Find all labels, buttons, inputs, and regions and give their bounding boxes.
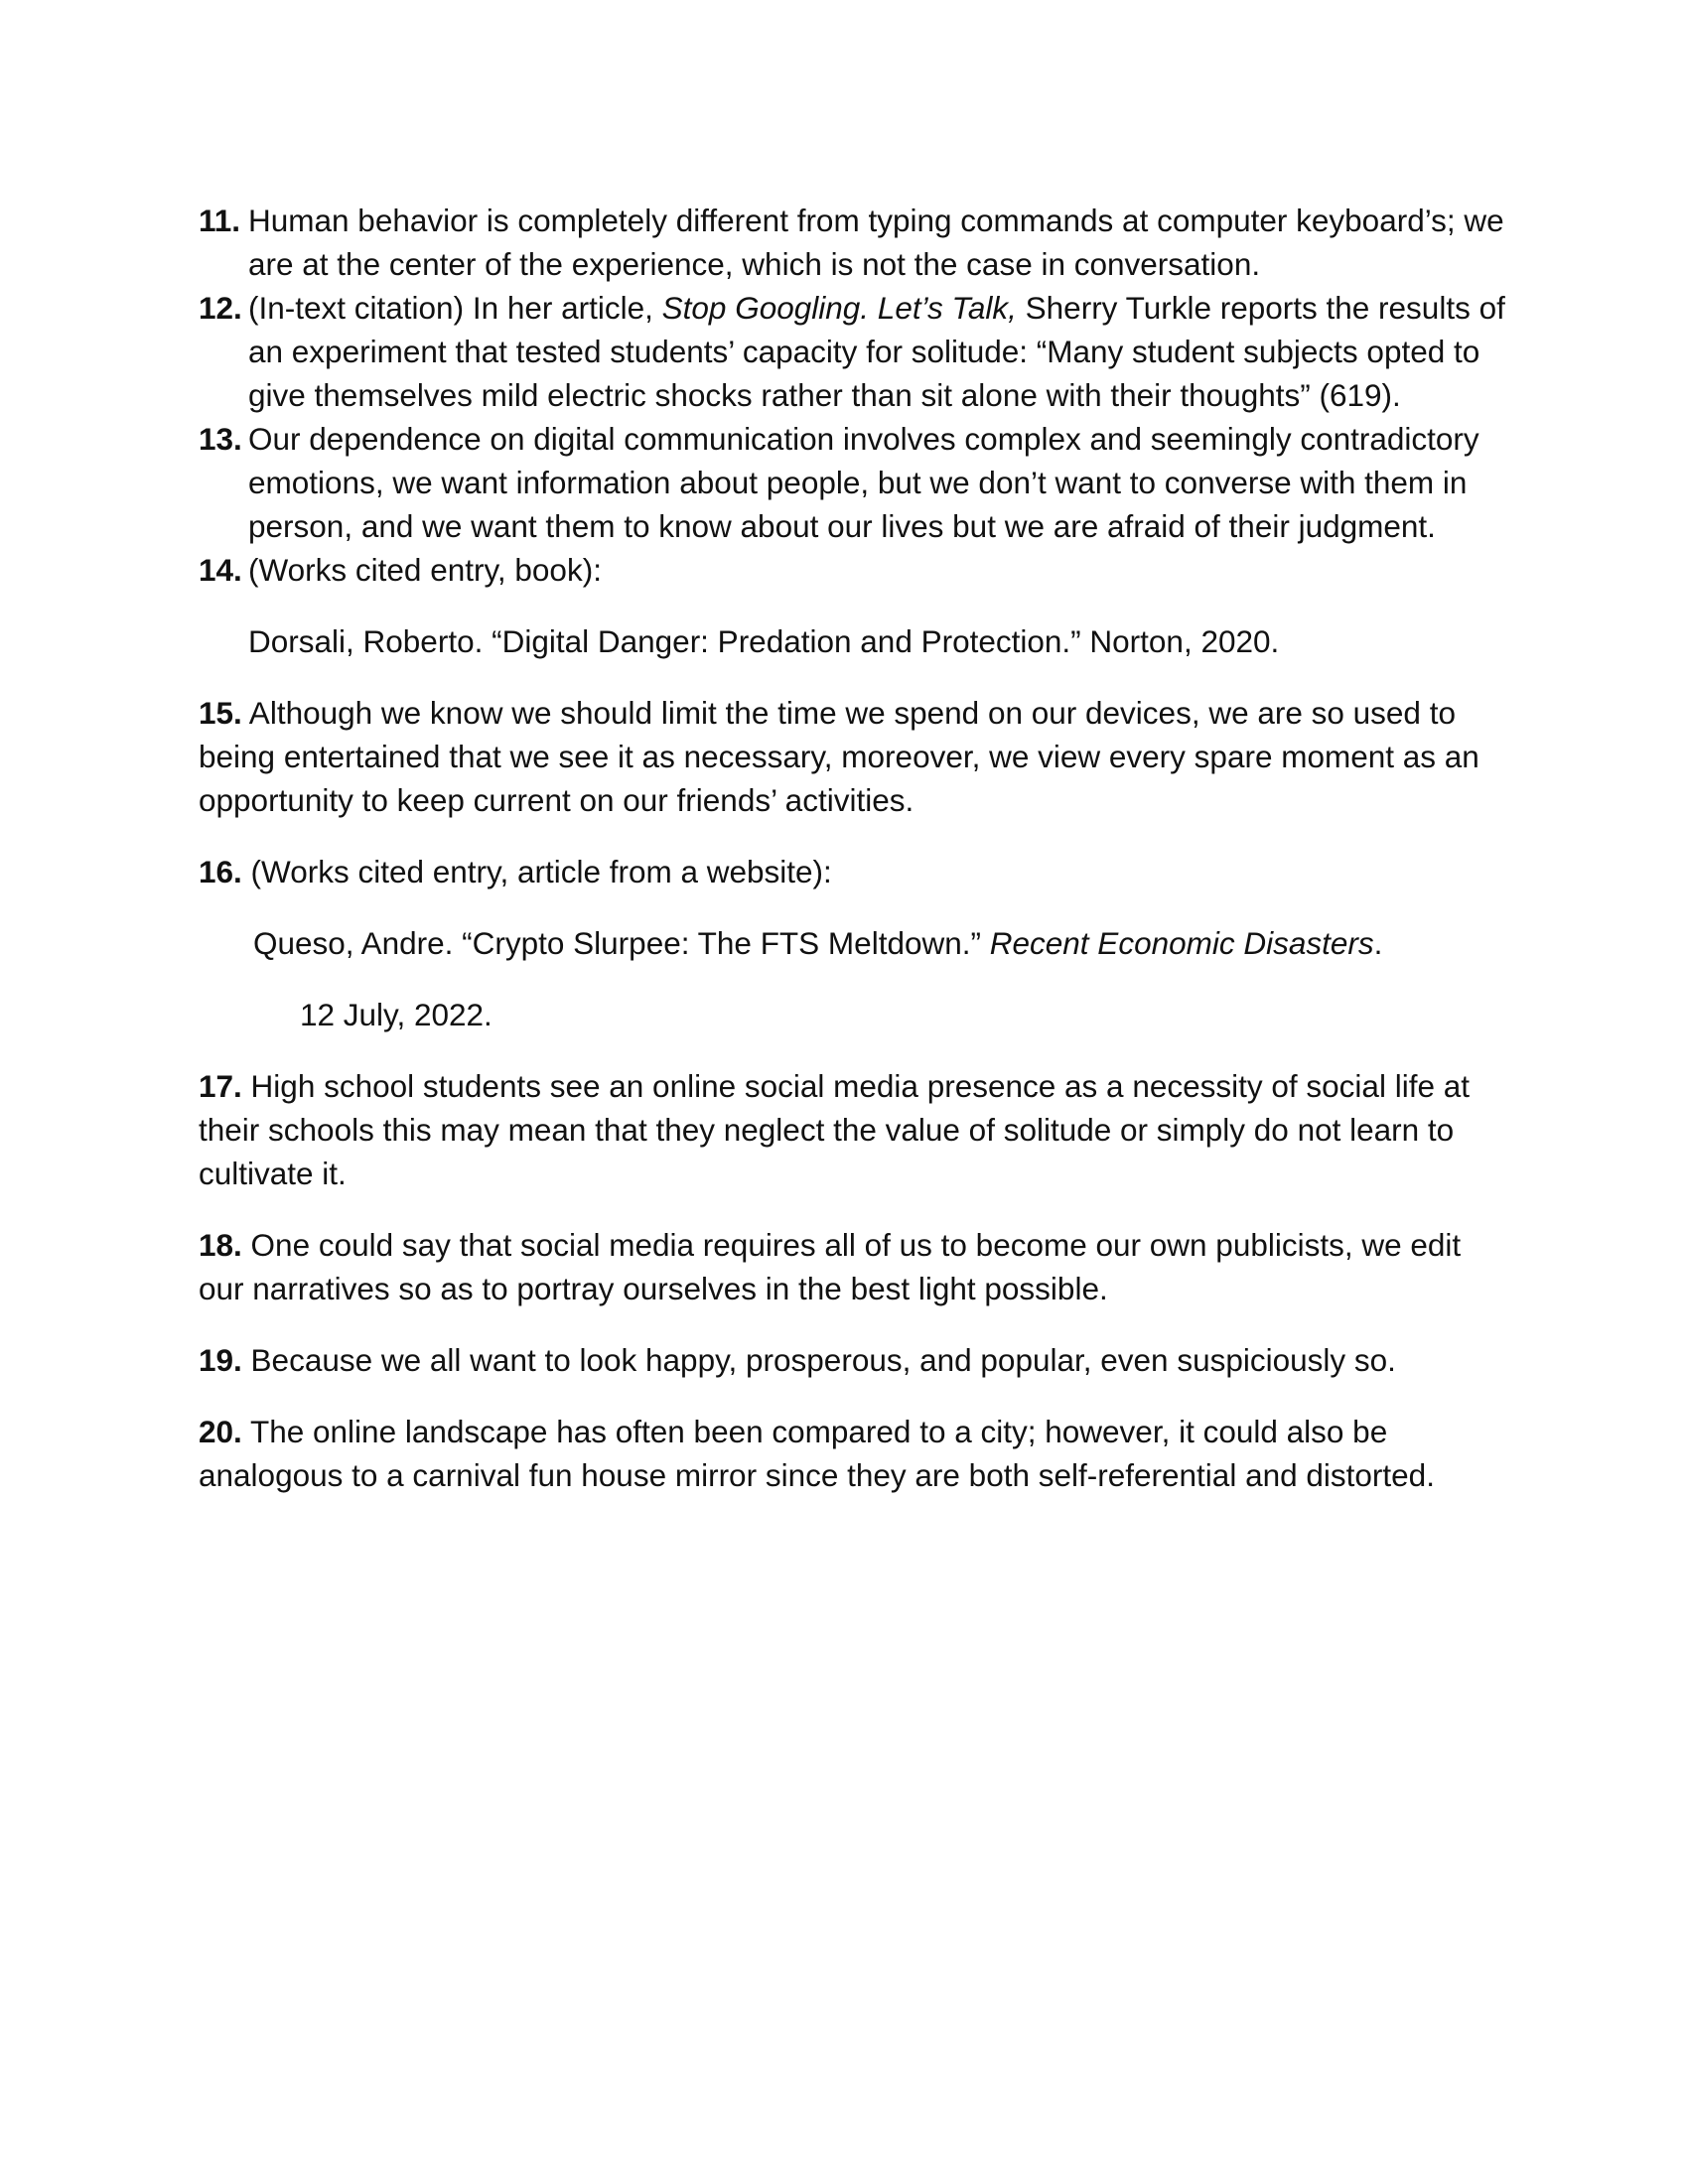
item-text: One could say that social media requires all of us to become our own publicists, we edit our narratives so as to portray ourselves in the best light possible.	[199, 1227, 1462, 1306]
item-number: 15.	[199, 695, 242, 731]
item-11	[199, 199, 1509, 286]
document-content	[199, 199, 1509, 1497]
item-text: Although we know we should limit the time we spend on our devices, we are so used to being entertained that we see it as necessary, moreover, we view every spare moment as an opportunity to keep current on our friends’ activities.	[199, 695, 1479, 818]
item-text: The online landscape has often been compared to a city; however, it could also be analogous to a carnival fun house mirror since they are both self-referential and distorted.	[199, 1414, 1435, 1493]
item-19	[199, 1338, 1509, 1382]
item-20	[199, 1410, 1509, 1497]
item-text-prefix: (In-text citation) In her article,	[248, 290, 662, 326]
item-number: 18.	[199, 1227, 242, 1263]
item-number: 17.	[199, 1068, 242, 1104]
item-15	[199, 691, 1509, 822]
article-title: Stop Googling. Let’s Talk,	[661, 290, 1017, 326]
item-text: Because we all want to look happy, prosperous, and popular, even suspiciously so.	[241, 1342, 1396, 1378]
item-number: 12.	[199, 290, 242, 326]
item-12	[199, 286, 1509, 417]
item-18	[199, 1223, 1509, 1310]
item-text: (Works cited entry, article from a website):	[241, 854, 832, 889]
item-17	[199, 1064, 1509, 1195]
works-cited-book: Dorsali, Roberto. “Digital Danger: Predation and Protection.” Norton, 2020.	[248, 623, 1280, 659]
item-number: 11.	[199, 203, 241, 238]
works-cited-website-date: 12 July, 2022.	[300, 997, 492, 1032]
item-text: Human behavior is completely different from typing commands at computer keyboard’s; we are at the center of the experience, which is not the case in conversation.	[248, 203, 1504, 282]
citation-prefix: Queso, Andre. “Crypto Slurpee: The FTS Meltdown.”	[253, 925, 990, 961]
item-number: 19.	[199, 1342, 242, 1378]
item-13	[199, 417, 1509, 548]
item-number: 20.	[199, 1414, 242, 1449]
item-16	[199, 850, 1509, 893]
works-cited-website	[199, 921, 1509, 965]
item-text: Our dependence on digital communication involves complex and seemingly contradictory emotions, we want information about people, but we don’t want to converse with them in person, and we want them to know about our lives but we are afraid of their judgment.	[248, 421, 1479, 544]
item-text	[248, 286, 1509, 417]
item-text: (Works cited entry, book):	[248, 552, 602, 588]
item-text-suffix: Sherry Turkle reports the results of an experiment that tested students’ capacity for solitude: “Many student subjects opted to give themselves mild electric shocks rather than sit alone with their thoughts” (619).	[248, 290, 1505, 413]
website-title: Recent Economic Disasters	[989, 925, 1374, 961]
citation-suffix: .	[1373, 925, 1383, 961]
item-number: 14.	[199, 552, 242, 588]
item-text: High school students see an online social media presence as a necessity of social life at their schools this may mean that they neglect the value of solitude or simply do not learn to cultivate it.	[199, 1068, 1470, 1191]
item-number: 13.	[199, 421, 242, 457]
item-number: 16.	[199, 854, 242, 889]
item-14	[199, 548, 1509, 592]
